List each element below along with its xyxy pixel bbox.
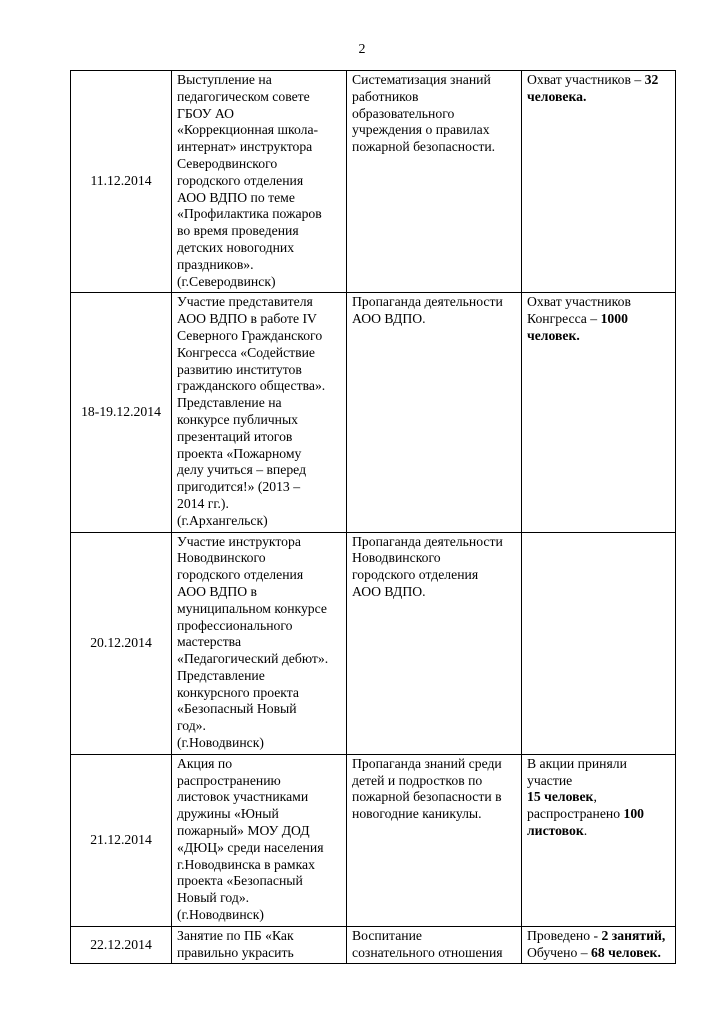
date-cell: 22.12.2014 [71, 926, 172, 964]
event-cell: Участие инструктора Новодвинского городского отделения АОО ВДПО в муниципальном конкурсе профессионального мастерства «Педагогический дебют». Представление конкурсного проекта «Безопасный Новый год». (г.Новодвинск) [172, 532, 347, 754]
goal-cell: Воспитание сознательного отношения [347, 926, 522, 964]
page-number: 2 [358, 42, 366, 57]
table-row [71, 926, 676, 964]
goal-cell: Пропаганда деятельности Новодвинского городского отделения АОО ВДПО. [347, 532, 522, 754]
goal-cell: Пропаганда деятельности АОО ВДПО. [347, 293, 522, 532]
goal-cell: Систематизация знаний работников образовательного учреждения о правилах пожарной безопасности. [347, 71, 522, 293]
activity-report-table [70, 70, 676, 964]
date-cell: 18-19.12.2014 [71, 293, 172, 532]
date-cell: 20.12.2014 [71, 532, 172, 754]
date-cell: 21.12.2014 [71, 754, 172, 926]
event-cell: Занятие по ПБ «Как правильно украсить [172, 926, 347, 964]
event-cell: Участие представителя АОО ВДПО в работе IV Северного Гражданского Конгресса «Содействие развитию институтов гражданского общества». Представление на конкурсе публичных презентаций итогов проекта «Пожарному делу учиться – вперед пригодится!» (2013 – 2014 гг.). (г.Архангельск) [172, 293, 347, 532]
result-cell [522, 532, 676, 754]
goal-cell: Пропаганда знаний среди детей и подростков по пожарной безопасности в новогодние каникулы. [347, 754, 522, 926]
result-cell: Охват участников – 32 человека. [522, 71, 676, 293]
table-row [71, 293, 676, 532]
table-row [71, 532, 676, 754]
result-cell: Проведено - 2 занятий, Обучено – 68 человек. [522, 926, 676, 964]
date-cell: 11.12.2014 [71, 71, 172, 293]
table-row [71, 754, 676, 926]
table-row [71, 71, 676, 293]
event-cell: Акция по распространению листовок участниками дружины «Юный пожарный» МОУ ДОД «ДЮЦ» среди населения г.Новодвинска в рамках проекта «Безопасный Новый год». (г.Новодвинск) [172, 754, 347, 926]
result-cell: Охват участников Конгресса – 1000 человек. [522, 293, 676, 532]
result-cell: В акции приняли участие 15 человек, распространено 100 листовок. [522, 754, 676, 926]
event-cell: Выступление на педагогическом совете ГБОУ АО «Коррекционная школа- интернат» инструктора Северодвинского городского отделения АОО ВДПО по теме «Профилактика пожаров во время проведения детских новогодних праздников». (г.Северодвинск) [172, 71, 347, 293]
